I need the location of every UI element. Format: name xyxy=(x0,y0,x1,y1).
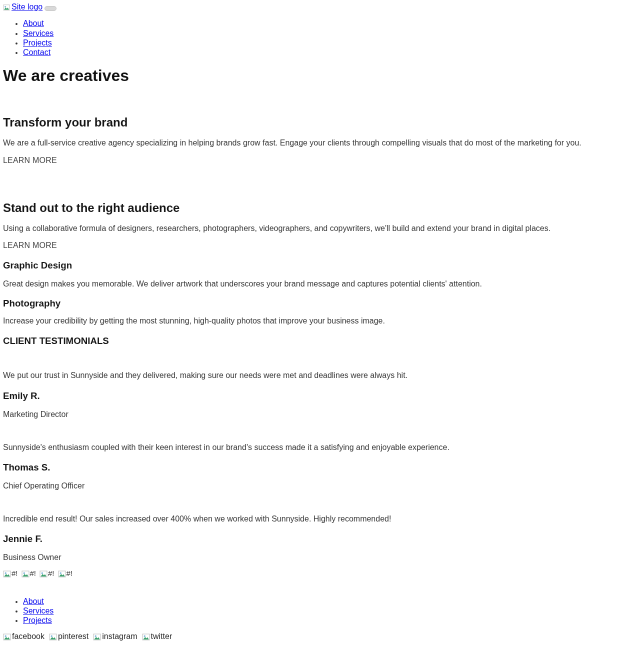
gallery-image-broken xyxy=(40,570,55,579)
social-icon-facebook[interactable] xyxy=(3,633,44,642)
testimonial-name: Thomas S. xyxy=(3,461,51,473)
broken-image-icon xyxy=(21,570,29,578)
social-icon-instagram[interactable] xyxy=(93,633,137,642)
gallery-image-broken xyxy=(58,570,73,579)
social-alt-text: facebook xyxy=(12,632,45,642)
testimonials-heading: CLIENT TESTIMONIALS xyxy=(3,335,109,346)
nav-link-services[interactable]: Services xyxy=(23,29,54,38)
service-heading-photography: Photography xyxy=(3,298,61,309)
main-nav xyxy=(3,19,635,57)
nav-item xyxy=(23,19,635,29)
menu-toggle-button[interactable] xyxy=(45,6,57,11)
broken-image-icon xyxy=(3,570,11,578)
footer-link-projects[interactable]: Projects xyxy=(23,616,52,625)
header xyxy=(3,3,635,12)
learn-more-link[interactable]: LEARN MORE xyxy=(3,156,57,165)
service-heading-graphic-design: Graphic Design xyxy=(3,259,73,271)
social-alt-text: twitter xyxy=(150,632,173,642)
nav-link-contact[interactable]: Contact xyxy=(23,48,51,58)
site-logo-alt-text: Site logo xyxy=(11,3,43,12)
broken-image-icon xyxy=(142,633,150,641)
footer-nav-item xyxy=(23,606,635,616)
gallery-image-alt-text: #! xyxy=(66,569,73,579)
social-icon-pinterest[interactable] xyxy=(49,633,89,642)
image-gallery xyxy=(3,570,635,579)
broken-image-icon xyxy=(58,570,66,578)
gallery-image-alt-text: #! xyxy=(29,569,37,579)
testimonial-role: Marketing Director xyxy=(3,410,69,420)
service-body: Great design makes you memorable. We deliver artwork that underscores your brand message and captures potential clients' attention. xyxy=(3,279,482,289)
broken-image-icon xyxy=(49,633,57,641)
gallery-image-broken xyxy=(3,570,18,579)
broken-image-icon xyxy=(93,633,101,641)
nav-item xyxy=(23,29,635,39)
social-links-row xyxy=(3,633,635,642)
testimonial-quote: Sunnyside's enthusiasm coupled with their keen interest in our brand's success made it a satisfying and enjoyable experience. xyxy=(3,443,450,453)
testimonial-quote: We put our trust in Sunnyside and they delivered, making sure our needs were met and deadlines were always hit. xyxy=(3,371,408,380)
gallery-image-alt-text: #! xyxy=(48,569,55,579)
site-logo-link[interactable] xyxy=(3,3,43,12)
nav-link-about[interactable]: About xyxy=(23,19,44,29)
footer-nav xyxy=(3,597,635,626)
learn-more-link[interactable]: LEARN MORE xyxy=(3,241,57,251)
page-title: We are creatives xyxy=(3,66,130,85)
section-heading-stand-out: Stand out to the right audience xyxy=(3,201,180,216)
footer-nav-item xyxy=(23,597,635,607)
service-body: Increase your credibility by getting the most stunning, high-quality photos that improve your business image. xyxy=(3,317,385,326)
gallery-image-alt-text: #! xyxy=(11,569,18,579)
section-body: Using a collaborative formula of designers, researchers, photographers, videographers, and copywriters, we'll build and extend your brand in digital places. xyxy=(3,224,551,234)
footer-nav-item xyxy=(23,616,635,626)
nav-link-projects[interactable]: Projects xyxy=(23,38,52,48)
broken-image-icon xyxy=(3,633,11,641)
testimonial-name: Jennie F. xyxy=(3,533,43,544)
section-body: We are a full-service creative agency specializing in helping brands grow fast. Engage your clients through compelling visuals that do most of the marketing for you. xyxy=(3,139,582,148)
section-heading-transform: Transform your brand xyxy=(3,116,128,130)
footer-link-services[interactable]: Services xyxy=(23,606,54,616)
nav-item xyxy=(23,48,635,58)
testimonial-role: Chief Operating Officer xyxy=(3,481,85,491)
footer-link-about[interactable]: About xyxy=(23,597,44,606)
broken-image-icon xyxy=(3,4,10,11)
testimonial-role: Business Owner xyxy=(3,553,62,562)
social-alt-text: pinterest xyxy=(57,632,89,642)
broken-image-icon xyxy=(40,570,48,578)
social-icon-twitter[interactable] xyxy=(142,633,172,642)
nav-item xyxy=(23,38,635,48)
testimonial-name: Emily R. xyxy=(3,390,40,402)
gallery-image-broken xyxy=(21,570,36,579)
testimonial-quote: Incredible end result! Our sales increased over 400% when we worked with Sunnyside. Highly recommended! xyxy=(3,515,392,524)
social-alt-text: instagram xyxy=(102,632,138,642)
